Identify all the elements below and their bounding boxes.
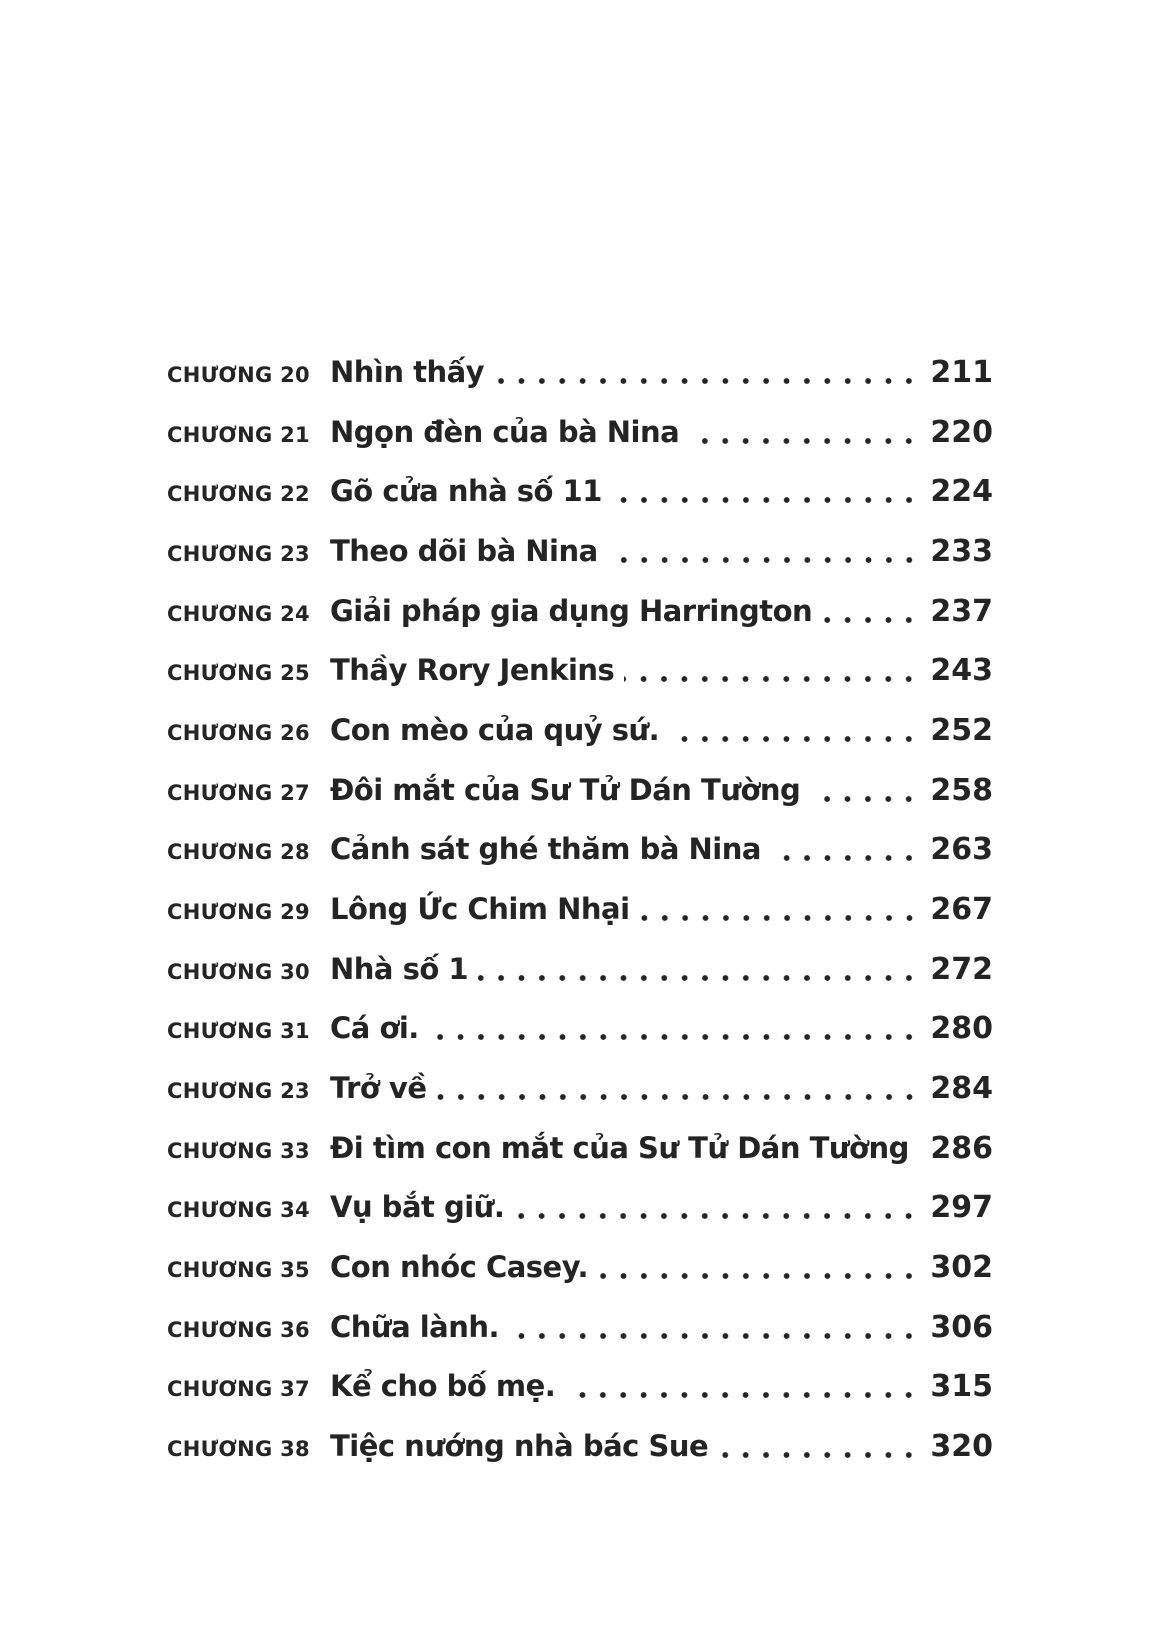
dot-leader (640, 880, 927, 940)
chapter-title: Ngọn đèn của bà Nina (330, 414, 680, 449)
toc-row (167, 522, 993, 582)
toc-row (167, 940, 993, 1000)
dot-leader (624, 641, 926, 701)
chapter-title: Thầy Rory Jenkins (330, 653, 615, 688)
chapter-title: Giải pháp gia dụng Harrington (330, 593, 813, 628)
page-number: 284 (930, 1070, 993, 1106)
dot-leader (689, 403, 926, 463)
page-number: 224 (930, 474, 993, 510)
chapter-label: CHƯƠNG 24 (167, 601, 310, 626)
dot-leader (771, 820, 926, 880)
chapter-label: CHƯƠNG 33 (167, 1138, 310, 1163)
toc-row (167, 1059, 993, 1119)
toc-row (167, 462, 993, 522)
dot-leader (669, 701, 926, 761)
chapter-title: Trở về (330, 1070, 427, 1105)
toc-row (167, 761, 993, 821)
dot-leader (822, 582, 926, 642)
chapter-label: CHƯƠNG 27 (167, 780, 310, 805)
dot-leader (608, 522, 927, 582)
chapter-label: CHƯƠNG 25 (167, 661, 310, 686)
dot-leader (437, 1059, 927, 1119)
chapter-title: Vụ bắt giữ. (330, 1190, 505, 1225)
chapter-label: CHƯƠNG 23 (167, 1078, 310, 1103)
toc-row (167, 1238, 993, 1298)
page-number: 233 (930, 533, 993, 569)
toc-row (167, 1357, 993, 1417)
dot-leader (718, 1417, 926, 1477)
page-number: 263 (930, 832, 993, 868)
chapter-label: CHƯƠNG 21 (167, 422, 310, 447)
chapter-label: CHƯƠNG 26 (167, 720, 310, 745)
chapter-label: CHƯƠNG 35 (167, 1257, 310, 1282)
chapter-label: CHƯƠNG 36 (167, 1317, 310, 1342)
chapter-title: Gõ cửa nhà số 11 (330, 474, 602, 509)
chapter-title: Theo dõi bà Nina (330, 533, 598, 568)
toc-row (167, 880, 993, 940)
toc-row (167, 1298, 993, 1358)
dot-leader (509, 1298, 926, 1358)
page-number: 267 (930, 891, 993, 927)
page-number: 320 (930, 1428, 993, 1464)
toc-row (167, 343, 993, 403)
chapter-label: CHƯƠNG 28 (167, 840, 310, 865)
page-number: 243 (930, 653, 993, 689)
dot-leader (494, 343, 926, 403)
chapter-label: CHƯƠNG 20 (167, 363, 310, 387)
toc-row (167, 403, 993, 463)
page-number: 306 (930, 1309, 993, 1345)
chapter-title: Đi tìm con mắt của Sư Tử Dán Tường (330, 1130, 909, 1165)
chapter-title: Kể cho bố mẹ. (330, 1369, 556, 1404)
chapter-title: Con nhóc Casey. (330, 1249, 588, 1284)
toc-row (167, 641, 993, 701)
chapter-label: CHƯƠNG 37 (167, 1377, 310, 1402)
chapter-label: CHƯƠNG 38 (167, 1436, 310, 1461)
toc-row (167, 820, 993, 880)
toc-row (167, 999, 993, 1059)
page-number: 220 (930, 414, 993, 450)
dot-leader (478, 940, 926, 1000)
dot-leader (429, 999, 927, 1059)
chapter-label: CHƯƠNG 30 (167, 959, 310, 984)
page-number: 297 (930, 1190, 993, 1226)
table-of-contents (167, 343, 993, 1476)
toc-row (167, 1417, 993, 1477)
dot-leader (810, 761, 926, 821)
chapter-title: Tiệc nướng nhà bác Sue (330, 1428, 709, 1463)
chapter-title: Nhìn thấy (330, 355, 485, 389)
chapter-title: Con mèo của quỷ sứ. (330, 712, 660, 747)
page-number: 286 (930, 1130, 993, 1166)
page-number: 315 (930, 1369, 993, 1405)
page-number: 252 (930, 712, 993, 748)
chapter-title: Cảnh sát ghé thăm bà Nina (330, 832, 761, 867)
toc-row (167, 582, 993, 642)
page-number: 258 (930, 772, 993, 808)
chapter-label: CHƯƠNG 22 (167, 482, 310, 507)
page-number: 302 (930, 1249, 993, 1285)
dot-leader (598, 1238, 926, 1298)
chapter-label: CHƯƠNG 29 (167, 899, 310, 924)
toc-row (167, 701, 993, 761)
chapter-title: Chữa lành. (330, 1309, 500, 1344)
dot-leader (919, 1119, 927, 1179)
chapter-title: Nhà số 1 (330, 951, 469, 986)
page-number: 211 (930, 355, 993, 390)
dot-leader (565, 1357, 926, 1417)
toc-row (167, 1119, 993, 1179)
chapter-title: Cá ơi. (330, 1011, 419, 1046)
chapter-label: CHƯƠNG 23 (167, 541, 310, 566)
dot-leader (612, 462, 926, 522)
page-number: 280 (930, 1011, 993, 1047)
page-number: 272 (930, 951, 993, 987)
chapter-title: Đôi mắt của Sư Tử Dán Tường (330, 772, 801, 807)
chapter-title: Lông Ức Chim Nhại (330, 891, 630, 926)
chapter-label: CHƯƠNG 34 (167, 1198, 310, 1223)
toc-row (167, 1178, 993, 1238)
dot-leader (514, 1178, 926, 1238)
chapter-label: CHƯƠNG 31 (167, 1019, 310, 1044)
page-number: 237 (930, 593, 993, 629)
